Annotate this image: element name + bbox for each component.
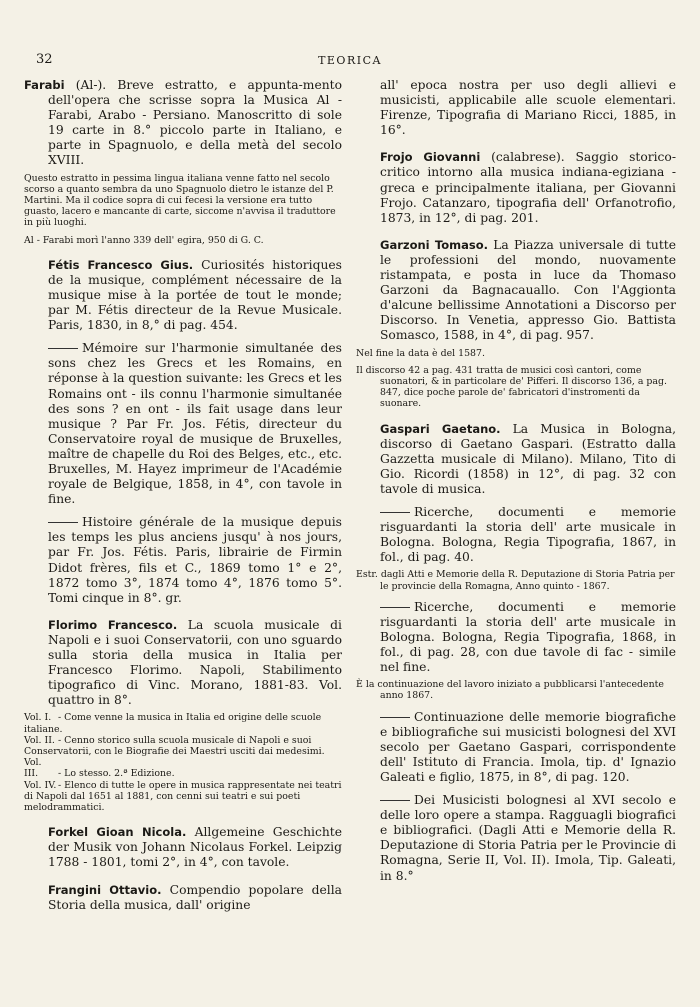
entry-text: Ricerche, documenti e memorie risguardanti la storia dell' arte musicale in Bologna. Bologna, Regia Tipografia, 1868, in fol., di pag. 28, con due tavole di fac - simile nel fine.: [380, 599, 676, 675]
entry-fetis: [24, 258, 342, 606]
entry-text: Dei Musicisti bolognesi al XVI secolo e delle loro opere a stampa. Ragguagli biografici e bibliografici. (Dagli Atti e Memorie della R. Deputazione di Storia Patria per le Provincie di Romagna, Serie II, Vol. II). Imola, Tip. Galeati, in 8.°: [380, 793, 676, 883]
entry-frangini: [24, 883, 342, 913]
entry-frojo: [356, 150, 676, 225]
volume-item: Vol. IV. - Elenco di tutte le opere in musica rappresentate nei teatri di Napoli dal 1651 al 1881, con cenni sui teatri e sui poeti melodrammatici.: [24, 779, 342, 814]
page-number: 32: [36, 52, 53, 67]
entry-forkel: [24, 825, 342, 870]
dash-rule: [380, 800, 410, 801]
volume-item: Vol. I. - Come venne la musica in Italia ed origine delle scuole italiane.: [24, 712, 322, 735]
entry-frangini-continued: [356, 78, 676, 138]
entry-text: Continuazione delle memorie biografiche e bibliografiche sui musicisti bolognesi del XVI secolo per Gaetano Gaspari, corrispondente dell' Istituto di Francia. Imola, tip. d' Ignazio Galeati e figlio, 1875, in 8°, di pag. 120.: [380, 709, 676, 785]
dash-rule: [48, 348, 78, 349]
entry-note: Il discorso 42 a pag. 431 tratta de musici così cantori, come suonatori, & in particolare de' Pifferi. Il discorso 136, a pag. 847, dice poche parole de' fabricatori d'instromenti da suonare.: [356, 364, 668, 410]
entry-heading: Frangini Ottavio.: [48, 882, 162, 897]
entry-heading: Farabi: [24, 78, 65, 92]
entry-note: Nel fine la data è del 1587.: [356, 347, 485, 359]
entry-note: Al - Farabi morì l'anno 339 dell' egira, 950 di G. C.: [24, 234, 264, 246]
entry-text: Ricerche, documenti e memorie risguardanti la storia dell' arte musicale in Bologna. Bologna, Regia Tipografia, 1867, in fol., di pag. 40.: [380, 504, 676, 565]
dash-rule: [380, 607, 410, 608]
entry-text: La Piazza universale di tutte le professioni del mondo, nuovamente ristampata, e posta in luce da Thomaso Garzoni da Bagnacauallo. Con l'Aggionta d'alcune bellissime Annotationi a Discorso per Discorso. In Venetia, appresso Gio. Battista Somasco, 1588, in 4°, di pag. 957.: [380, 237, 676, 343]
entry-text: Farabi (Al-). Breve estratto, e appunta-mento dell'opera che scrisse sopra la Musica Al - Farabi, Arabo - Persiano. Manoscritto di sole 19 carte in 8.° piccolo parte in Italiano, e parte in Spagnuolo, e della metà del secolo XVIII.: [24, 78, 342, 168]
entry-text: Curiosités historiques de la musique, complément nécessaire de la musique mise à la portée de tout le monde; par M. Fétis directeur de la Revue Musicale. Paris, 1830, in 8,° di pag. 454.: [48, 257, 342, 333]
page-header: [36, 52, 664, 72]
entry-text: La Musica in Bologna, discorso di Gaetano Gaspari. (Estratto dalla Gazzetta musicale di Milano). Milano, Tito di Gio. Ricordi (1858) in 12°, di pag. 32 con tavole di musica.: [380, 421, 676, 496]
entry-heading: Garzoni Tomaso.: [380, 237, 488, 252]
entry-text: Allgemeine Geschichte der Musik von Johann Nicolaus Forkel. Leipzig 1788 - 1801, tomi 2°, in 4°, con tavole.: [48, 825, 342, 870]
dash-rule: [48, 522, 78, 523]
entry-note: È la continuazione del lavoro iniziato a pubblicarsi l'antecedente anno 1867.: [356, 679, 664, 702]
entry-heading: Frojo Giovanni: [380, 150, 481, 165]
volume-list: [24, 712, 342, 813]
entry-text: Mémoire sur l'harmonie simultanée des sons chez les Grecs et les Romains, en réponse à la question suivante: les Grecs et les Romains ont - ils connu l'harmonie simultanée des sons ? en ont - ils fait usage dans leur musique ? Par Fr. Jos. Fétis, directeur du Conservatoire royal de musique de Bruxelles, maître de chapelle du Roi des Belges, etc., etc. Bruxelles, M. Hayez imprimeur de l'Académie royale de Belgique, 1858, in 4°, con tavole in fine.: [48, 341, 342, 507]
entry-florimo: [24, 618, 342, 813]
entry-heading: Gaspari Gaetano.: [380, 421, 501, 436]
entry-text: La scuola musicale di Napoli e i suoi Conservatorii, con uno sguardo sulla storia della musica in Italia per Francesco Florimo. Napoli, Stabilimento tipografico di Vinc. Morano, 1881-83. Vol. quattro in 8°.: [48, 617, 342, 708]
volume-item: Vol. III. - Lo stesso. 2.ª Edizione.: [24, 757, 175, 780]
volume-item: Vol. II. - Cenno storico sulla scuola musicale di Napoli e suoi Conservatorii, con le Biografie dei Maestri usciti dai medesimi.: [24, 734, 325, 758]
entry-heading: Fétis Francesco Gius.: [48, 257, 194, 272]
entry-text: (calabrese). Saggio storico- critico intorno alla musica indiana-egiziana - greca e principalmente italiana, per Giovanni Frojo. Catanzaro, tipografia dell' Orfanotrofio, 1873, in 12°, di pag. 201.: [380, 150, 676, 225]
entry-garzoni: [356, 238, 676, 410]
entry-gaspari: [356, 422, 676, 884]
entry-text: Histoire générale de la musique depuis les temps les plus anciens jusqu' à nos jours, par Fr. Jos. Fétis. Paris, librairie de Firmin Didot frères, fils et C., 1869 tomo 1° e 2°, 1872 tomo 3°, 1874 tomo 4°, 1876 tomo 5°. Tomi cinque in 8°. gr.: [48, 515, 342, 605]
right-column: [356, 78, 676, 896]
entry-text: Compendio popolare della Storia della musica, dall' origine: [48, 882, 342, 912]
running-title: TEORICA: [318, 54, 382, 67]
entry-note: Estr. dagli Atti e Memorie della R. Deputazione di Storia Patria per le provincie della Romagna, Anno quinto - 1867.: [356, 569, 675, 592]
entry-note: Questo estratto in pessima lingua italiana venne fatto nel secolo scorso a quanto sembra da uno Spagnuolo dietro le istanze del P. Martini. Ma il codice sopra di cui fecesi la versione era tutto guasto, lacero e mancante di carte, siccome n'avvisa il traduttore in più luoghi.: [24, 172, 336, 229]
entry-text: all' epoca nostra per uso degli allievi e musicisti, applicabile alle scuole elementari. Firenze, Tipografia di Mariano Ricci, 1885, in 16°.: [380, 78, 676, 138]
left-column: [24, 78, 342, 925]
entry-farabi: [24, 78, 342, 246]
dash-rule: [380, 717, 410, 718]
dash-rule: [380, 512, 410, 513]
entry-heading: Florimo Francesco.: [48, 617, 178, 632]
entry-heading: Forkel Gioan Nicola.: [48, 825, 187, 840]
